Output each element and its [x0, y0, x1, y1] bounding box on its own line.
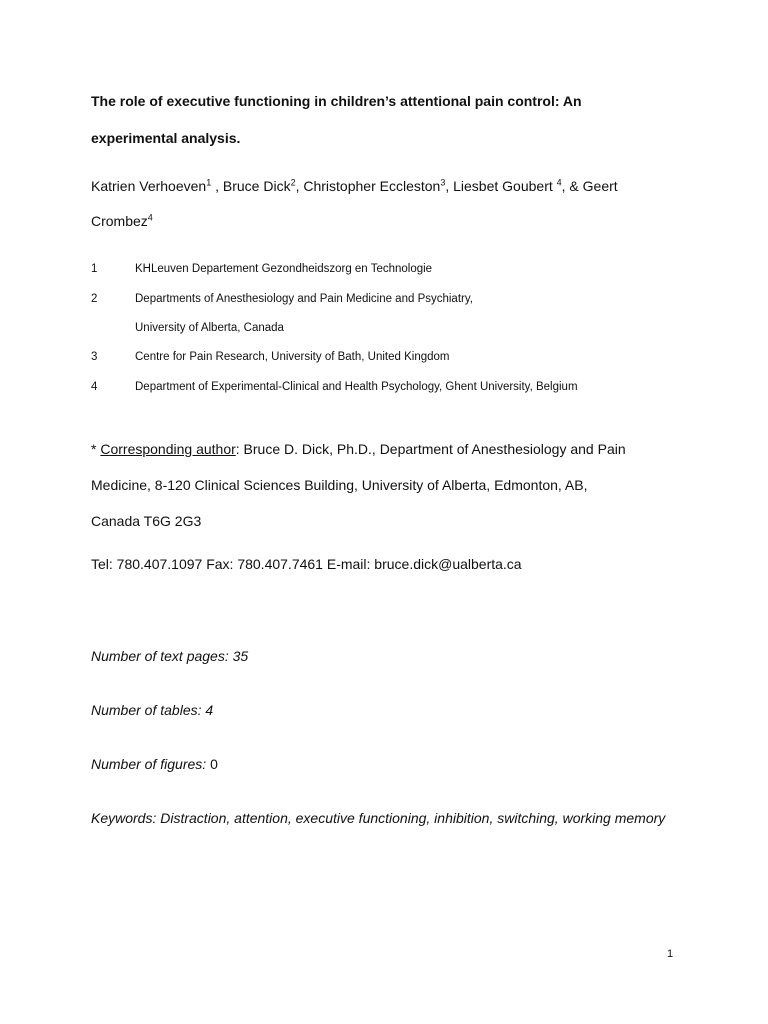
author-separator: , [295, 178, 304, 194]
corresponding-author-rest: : Bruce D. Dick, Ph.D., Department of Anesthesiology and Pain [235, 441, 626, 457]
author-affiliation-sup: 2 [290, 177, 296, 188]
author-name: Bruce Dick [222, 178, 291, 194]
text-pages-label: Number of text pages: 35 [91, 648, 249, 664]
figures-value: 0 [210, 756, 218, 772]
affiliation-number: 2 [91, 293, 98, 305]
page-number: 1 [667, 948, 674, 960]
author-separator: , [445, 178, 454, 194]
corresponding-author-line-3: Canada T6G 2G3 [91, 513, 202, 529]
affiliation-text: Centre for Pain Research, University of Bath, United Kingdom [135, 351, 450, 363]
keywords: Keywords: Distraction, attention, executive functioning, inhibition, switching, working memory [91, 810, 666, 826]
affiliation-number: 1 [91, 263, 98, 275]
affiliation-number: 3 [91, 351, 98, 363]
affiliation-text: KHLeuven Departement Gezondheidszorg en Technologie [135, 263, 433, 275]
corresponding-prefix: * [91, 441, 101, 457]
author-name: Christopher Eccleston [303, 178, 441, 194]
corresponding-author-label: Corresponding author [100, 441, 236, 457]
affiliation-1 [91, 262, 432, 276]
affiliation-number: 4 [91, 381, 98, 393]
affiliation-2-continued [91, 321, 284, 335]
affiliation-3 [91, 350, 449, 364]
corresponding-author-line-1 [91, 441, 691, 457]
author-affiliation-sup: 4 [147, 212, 153, 223]
figures-count [91, 756, 218, 772]
affiliation-4 [91, 380, 578, 394]
paper-title-line-1: The role of executive functioning in children’s attentional pain control: An [91, 93, 582, 109]
author-affiliation-sup: 1 [206, 177, 212, 188]
affiliation-text: University of Alberta, Canada [135, 322, 284, 334]
author-list-continued [91, 213, 153, 229]
contact-details: Tel: 780.407.1097 Fax: 780.407.7461 E-mail: bruce.dick@ualberta.ca [91, 556, 522, 572]
figures-label: Number of figures: [91, 756, 211, 772]
paper-title-line-2: experimental analysis. [91, 130, 241, 146]
affiliation-text: Department of Experimental-Clinical and Health Psychology, Ghent University, Belgium [135, 381, 578, 393]
author-affiliation-sup: 4 [556, 177, 562, 188]
affiliation-text: Departments of Anesthesiology and Pain Medicine and Psychiatry, [135, 293, 473, 305]
author-name: Katrien Verhoeven [91, 178, 207, 194]
author-name: Crombez [91, 213, 148, 229]
author-separator: , [211, 178, 223, 194]
text-pages-count [91, 648, 248, 664]
tables-label: Number of tables: 4 [91, 702, 214, 718]
author-affiliation-sup: 3 [440, 177, 446, 188]
affiliation-2 [91, 292, 473, 306]
author-list [91, 178, 618, 194]
corresponding-author-line-2: Medicine, 8-120 Clinical Sciences Building, University of Alberta, Edmonton, AB, [91, 477, 588, 493]
author-separator: , & Geert [561, 178, 618, 194]
tables-count [91, 702, 213, 718]
author-name: Liesbet Goubert [453, 178, 557, 194]
